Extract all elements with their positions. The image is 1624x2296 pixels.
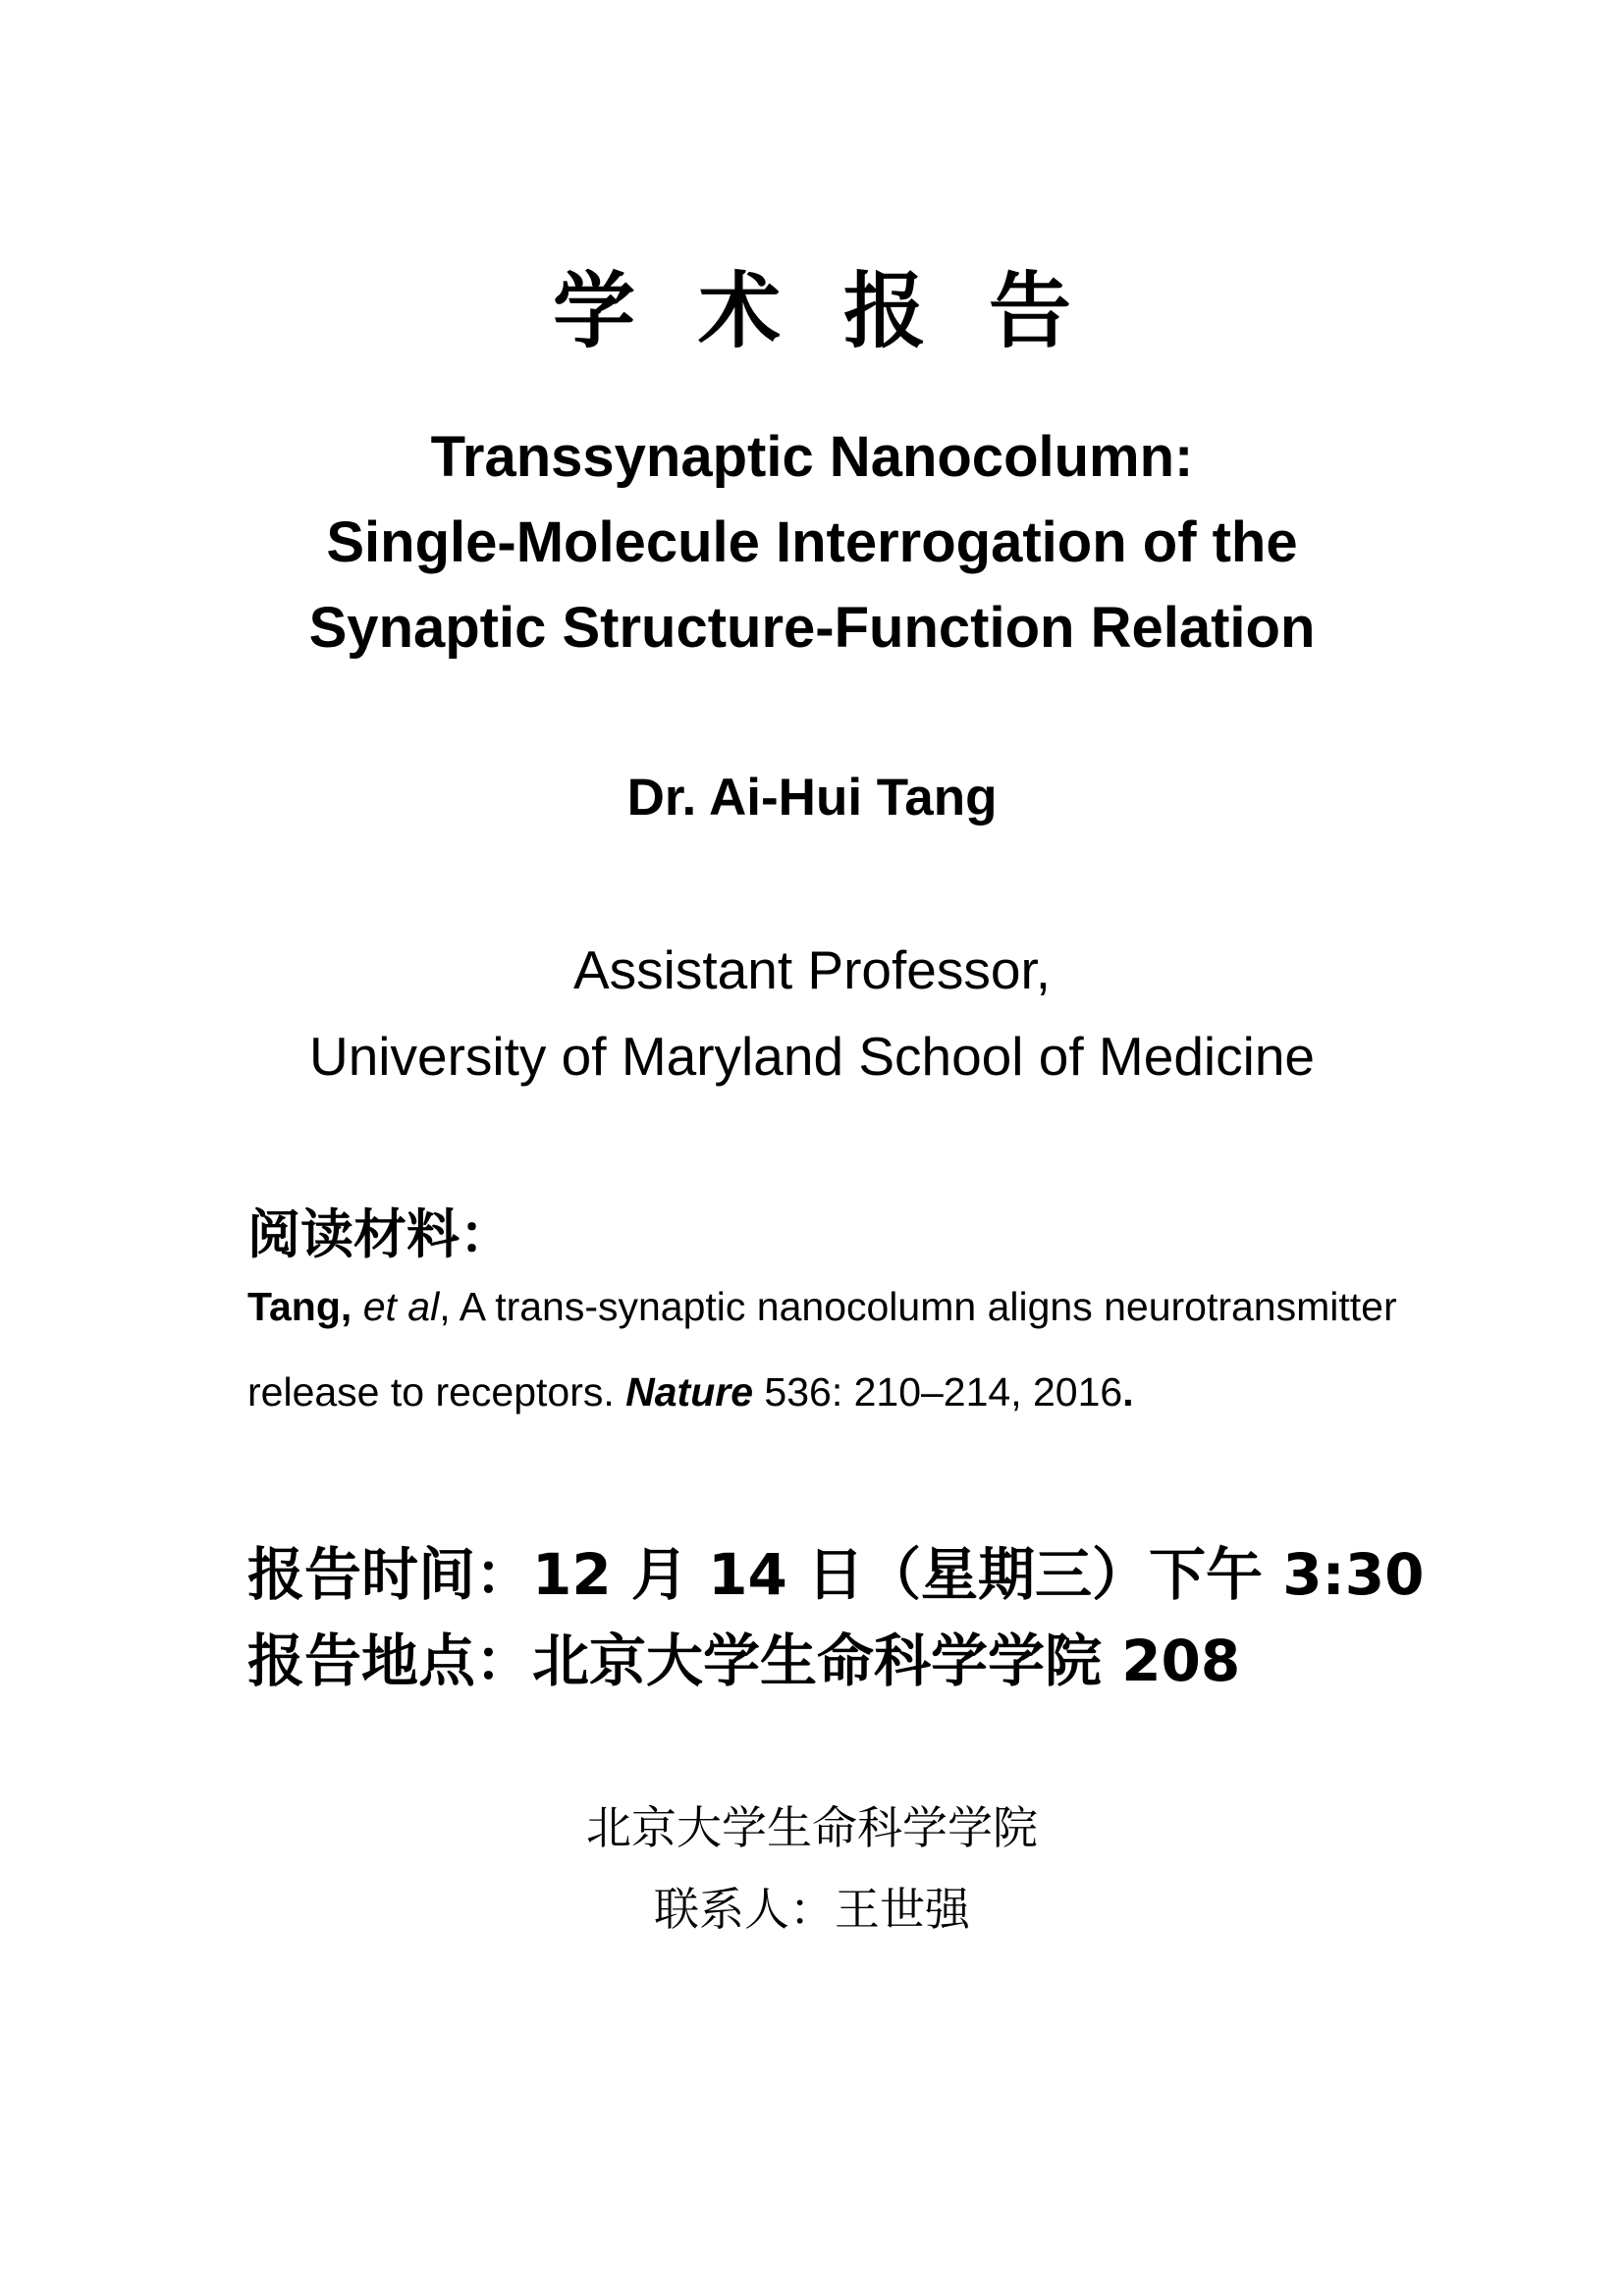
- reference-author: Tang,: [247, 1284, 352, 1329]
- organizer: 北京大学生命科学学院: [586, 1801, 1038, 1854]
- reference-etal: et al: [362, 1284, 440, 1329]
- talk-title-line-1: Transsynaptic Nanocolumn:: [430, 425, 1194, 489]
- affiliation-institution: University of Maryland School of Medicine: [308, 1026, 1316, 1087]
- talk-location: 报告地点：北京大学生命科学学院 208: [247, 1628, 1241, 1694]
- reference-end: .: [1122, 1369, 1134, 1415]
- reference-citation: 536: 210–214, 2016: [753, 1369, 1123, 1415]
- talk-title-line-3: Synaptic Structure-Function Relation: [308, 596, 1316, 660]
- contact-person: 联系人：王世强: [654, 1883, 970, 1936]
- banner-heading: 学术报告: [552, 262, 1134, 359]
- reference-line-1: [247, 1284, 1397, 1330]
- reference-line-2: [247, 1369, 1134, 1415]
- reference-title-part-2: release to receptors.: [247, 1369, 626, 1415]
- reference-title-part-1: , A trans-synaptic nanocolumn aligns neurotransmitter: [439, 1284, 1397, 1329]
- talk-title-line-2: Single-Molecule Interrogation of the: [326, 510, 1298, 574]
- speaker-name: Dr. Ai-Hui Tang: [626, 769, 998, 827]
- talk-time: 报告时间：12 月 14 日（星期三）下午 3:30: [247, 1541, 1425, 1608]
- reading-heading: 阅读材料：: [247, 1203, 513, 1265]
- affiliation-position: Assistant Professor,: [572, 939, 1052, 1000]
- reference-journal: Nature: [625, 1369, 754, 1415]
